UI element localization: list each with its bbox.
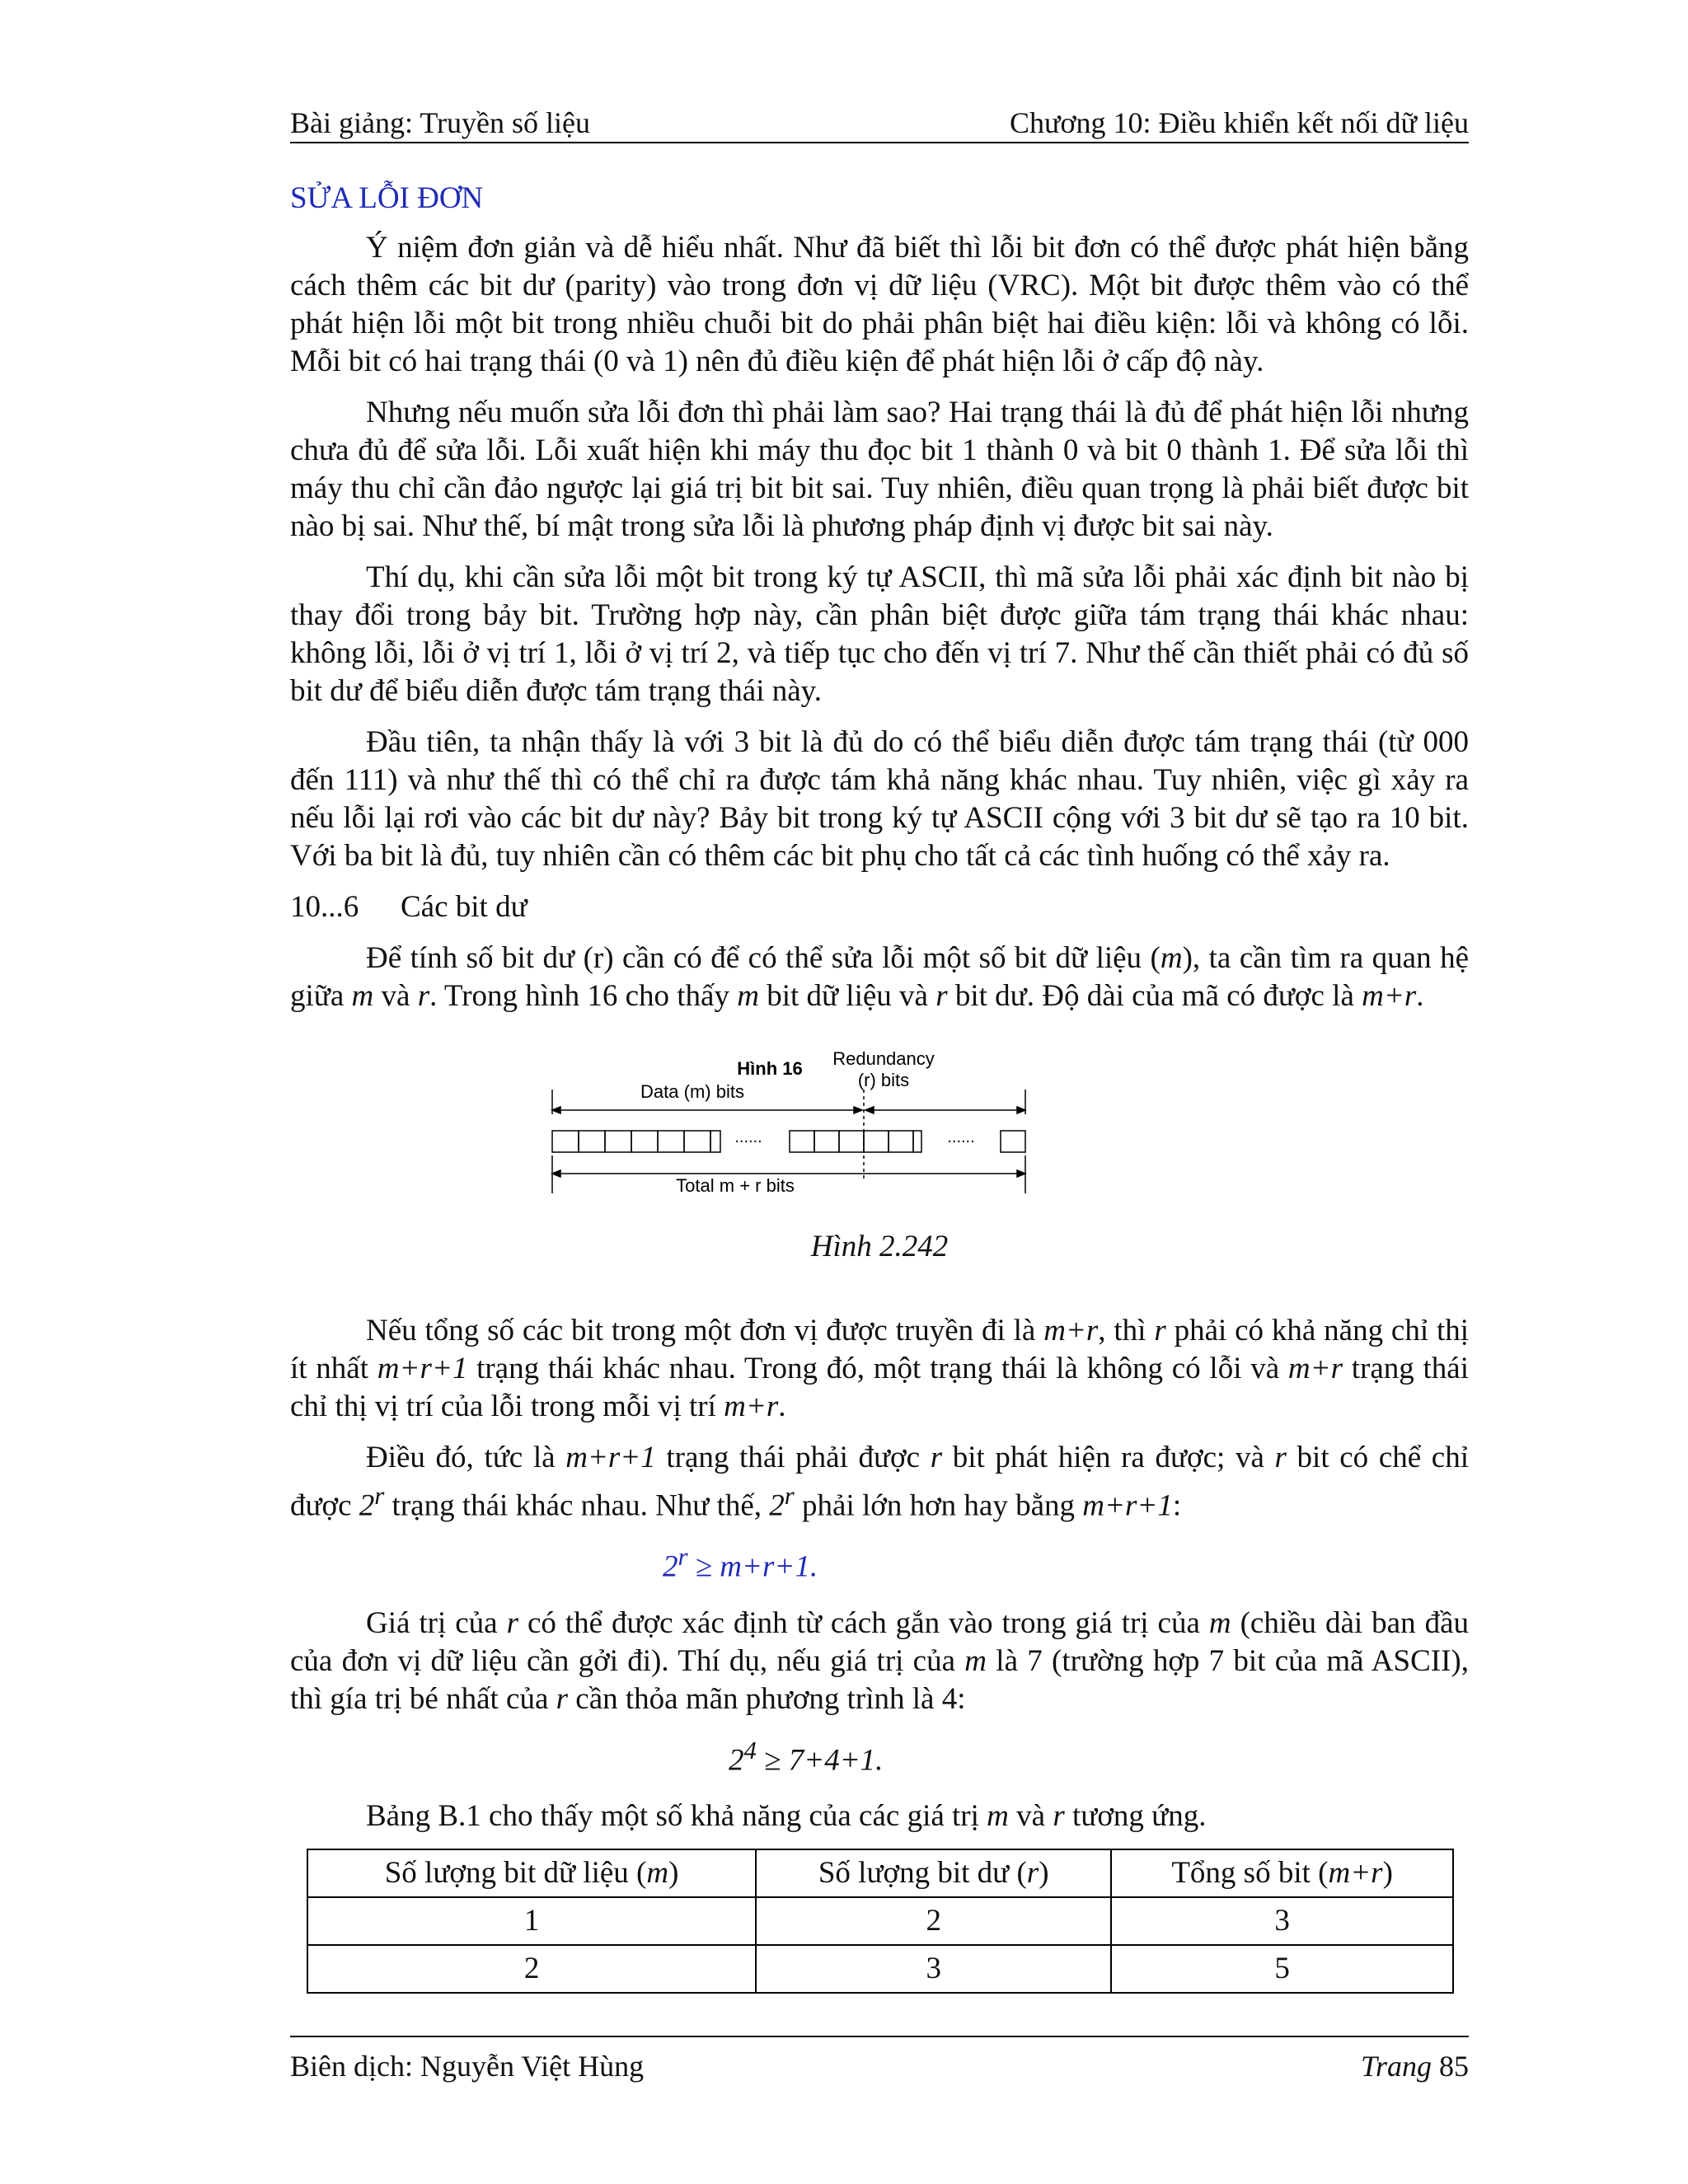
redundancy-label-line1: Redundancy [832, 1048, 935, 1069]
header-data-bits: Số lượng bit dữ liệu (m) [307, 1849, 756, 1897]
redundancy-label-line2: (r) bits [857, 1070, 910, 1090]
table-header-row [307, 1849, 1453, 1897]
paragraph-three-bits: Đầu tiên, ta nhận thấy là với 3 bit là đủ do có thể biểu diễn được tám trạng thái (từ 000 đến 111) và như thế thì có thể chỉ ra được tám khả năng khác nhau. Tuy nhiên, việc gì xảy ra nếu lỗi lại rơi vào các bit dư này? Bảy bit trong ký tự ASCII cộng với 3 bit dư sẽ tạo ra 10 bit. Với ba bit là đủ, tuy nhiên cần có thêm các bit phụ cho tất cả các tình huống có thể xảy ra. [290, 725, 1469, 873]
subsection-title: Các bit dư [401, 890, 528, 924]
paragraph-table-intro: Bảng B.1 cho thấy một số khả năng của các giá trị m và r tương ứng. [366, 1798, 1207, 1833]
header-total-bits: Tổng số bit (m+r) [1111, 1849, 1453, 1897]
bits-table [307, 1849, 1454, 1994]
cell-data-bits: 2 [307, 1945, 756, 1993]
paragraph-correct-question: Nhưng nếu muốn sửa lỗi đơn thì phải làm sao? Hai trạng thái là đủ để phát hiện lỗi nhưng chưa đủ để sửa lỗi. Lỗi xuất hiện khi máy thu đọc bit 1 thành 0 và bit 0 thành 1. Để sửa lỗi thì máy thu chỉ cần đảo ngược lại giá trị bit bit sai. Tuy nhiên, điều quan trọng là phải biết được bit nào bị sai. Như thế, bí mật trong sửa lỗi là phương pháp định vị được bit sai này. [290, 396, 1469, 543]
diagram-svg [551, 1032, 1128, 1197]
paragraph-redundancy: Để tính số bit dư (r) cần có để có thể sửa lỗi một số bit dữ liệu (m), ta cần tìm ra quan hệ giữa m và r. Trong hình 16 cho thấy m bit dữ liệu và r bit dư. Độ dài của mã có được là m+r. [290, 941, 1469, 1013]
footer-translator: Biên dịch: Nguyễn Việt Hùng [290, 2050, 645, 2083]
figure-title: Hình 16 [737, 1058, 803, 1079]
subsection-heading [290, 888, 1469, 926]
paragraph-power-of-two: Điều đó, tức là m+r+1 trạng thái phải được r bit phát hiện ra được; và r bit có chể chỉ được 2$^r$ trạng thái khác nhau. Như thế, 2$^r$ phải lớn hơn hay bằng m+r+1: [290, 1441, 1470, 1523]
formula-inequality: $2^r \ge m+r+1$. [663, 1543, 818, 1584]
cell-redundancy-bits: 3 [756, 1945, 1111, 1993]
data-bits-label: Data (m) bits [640, 1081, 744, 1102]
paragraph-states: Nếu tổng số các bit trong một đơn vị được truyền đi là m+r, thì r phải có khả năng chỉ thị ít nhất m+r+1 trạng thái khác nhau. Trong đó, một trạng thái là không có lỗi và m+r trạng thái chỉ thị vị trí của lỗi trong mỗi vị trí m+r. [290, 1314, 1470, 1423]
last-bit-cell [1001, 1131, 1025, 1152]
header-chapter-title: Chương 10: Điều khiển kết nối dữ liệu [1010, 106, 1469, 139]
data-bits-ellipsis: ...... [734, 1128, 762, 1146]
footer-page-number: Trang 85 [1360, 2050, 1469, 2083]
total-bits-label: Total m + r bits [676, 1175, 795, 1196]
cell-total-bits: 3 [1111, 1897, 1453, 1945]
formula-example: $2^4 \ge 7+4+1$. [729, 1736, 884, 1777]
figure-caption: Hình 2.242 [810, 1230, 949, 1263]
cell-data-bits: 1 [307, 1897, 756, 1945]
page-content [290, 180, 1469, 1994]
data-bit-cells [552, 1131, 720, 1152]
header-redundancy-bits: Số lượng bit dư (r) [756, 1849, 1111, 1897]
table-row [307, 1945, 1453, 1993]
cell-redundancy-bits: 2 [756, 1897, 1111, 1945]
cell-total-bits: 5 [1111, 1945, 1453, 1993]
page-footer [290, 2036, 1469, 2087]
redundancy-bits-ellipsis: ...... [947, 1128, 975, 1146]
figure-data-unit-diagram [551, 1032, 1128, 1197]
subsection-number: 10...6 [290, 890, 359, 924]
section-title: SỬA LỖI ĐƠN [290, 181, 484, 215]
middle-bit-cells [790, 1131, 921, 1152]
paragraph-intro: Ý niệm đơn giản và dễ hiểu nhất. Như đã biết thì lỗi bit đơn có thể được phát hiện bằng cách thêm các bit dư (parity) vào trong đơn vị dữ liệu (VRC). Một bit được thêm vào có thể phát hiện lỗi một bit trong nhiều chuỗi bit do phải phân biệt hai điều kiện: lỗi và không có lỗi. Mỗi bit có hai trạng thái (0 và 1) nên đủ điều kiện để phát hiện lỗi ở cấp độ này. [290, 231, 1469, 378]
header-course-title: Bài giảng: Truyền số liệu [290, 106, 591, 139]
paragraph-ascii-example: Thí dụ, khi cần sửa lỗi một bit trong ký tự ASCII, thì mã sửa lỗi phải xác định bit nào bị thay đổi trong bảy bit. Trường hợp này, cần phân biệt được giữa tám trạng thái khác nhau: không lỗi, lỗi ở vị trí 1, lỗi ở vị trí 2, và tiếp tục cho đến vị trí 7. Như thế cần thiết phải có đủ số bit dư để biểu diễn được tám trạng thái này. [290, 560, 1469, 708]
page-header [290, 99, 1469, 143]
table-row [307, 1897, 1453, 1945]
paragraph-value-of-r: Giá trị của r có thể được xác định từ cách gắn vào trong giá trị của m (chiều dài ban đầu của đơn vị dữ liệu cần gởi đi). Thí dụ, nếu giá trị của m là 7 (trường hợp 7 bit của mã ASCII), thì gía trị bé nhất của r cần thỏa mãn phương trình là 4: [290, 1605, 1469, 1716]
